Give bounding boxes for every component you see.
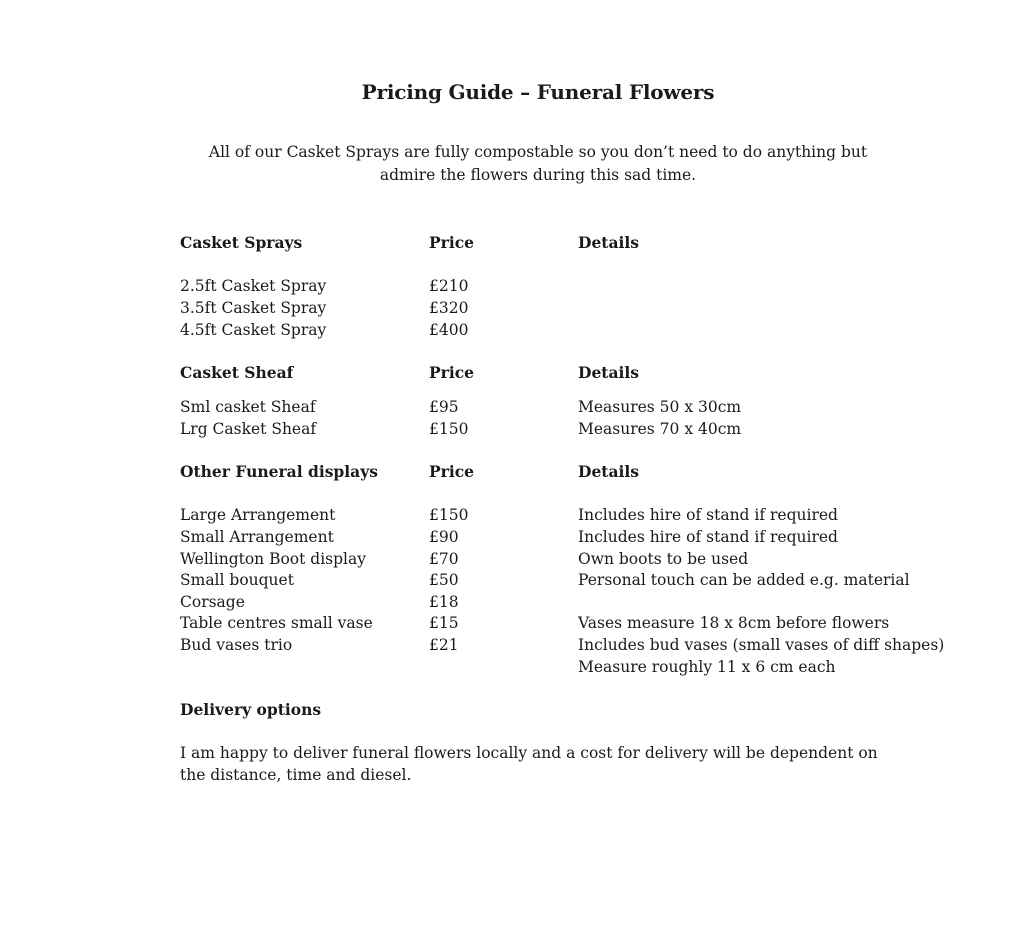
item-name: 2.5ft Casket Spray bbox=[180, 277, 327, 295]
item-name: Lrg Casket Sheaf bbox=[180, 420, 317, 438]
section-heading: Casket Sprays bbox=[180, 233, 303, 252]
details-heading: Details bbox=[578, 233, 640, 252]
section-header-other-displays bbox=[0, 461, 1024, 483]
item-price: £95 bbox=[429, 398, 459, 416]
intro-paragraph: All of our Casket Sprays are fully compostable so you don’t need to do anything but admire the flowers during this sad time. bbox=[208, 143, 868, 184]
item-name: Table centres small vase bbox=[180, 614, 373, 632]
table-row bbox=[0, 656, 1024, 678]
table-row bbox=[0, 591, 1024, 613]
item-name: Small Arrangement bbox=[180, 528, 334, 546]
section-header-casket-sprays bbox=[0, 232, 1024, 254]
table-row bbox=[0, 319, 1024, 341]
item-details: Measures 50 x 30cm bbox=[578, 398, 742, 416]
item-name: Wellington Boot display bbox=[180, 550, 367, 568]
item-price: £210 bbox=[429, 277, 469, 295]
table-row bbox=[0, 418, 1024, 440]
details-heading: Details bbox=[578, 462, 640, 481]
table-row bbox=[0, 275, 1024, 297]
table-row bbox=[0, 634, 1024, 656]
item-price: £150 bbox=[429, 506, 469, 524]
table-row bbox=[0, 396, 1024, 418]
item-name: Corsage bbox=[180, 593, 245, 611]
item-name: 4.5ft Casket Spray bbox=[180, 321, 327, 339]
item-price: £400 bbox=[429, 321, 469, 339]
section-heading: Other Funeral displays bbox=[180, 462, 378, 481]
item-name: Bud vases trio bbox=[180, 636, 293, 654]
item-price: £18 bbox=[429, 593, 459, 611]
page-title: Pricing Guide – Funeral Flowers bbox=[361, 80, 715, 104]
delivery-heading: Delivery options bbox=[180, 700, 322, 719]
details-heading: Details bbox=[578, 363, 640, 382]
delivery-text: I am happy to deliver funeral flowers locally and a cost for delivery will be dependent on the distance, time and diesel. bbox=[180, 744, 878, 784]
table-row bbox=[0, 526, 1024, 548]
table-row bbox=[0, 569, 1024, 591]
section-heading: Casket Sheaf bbox=[180, 363, 294, 382]
item-details: Measures 70 x 40cm bbox=[578, 420, 742, 438]
item-name: Large Arrangement bbox=[180, 506, 336, 524]
item-details: Includes hire of stand if required bbox=[578, 528, 838, 546]
table-row bbox=[0, 548, 1024, 570]
table-row bbox=[0, 612, 1024, 634]
item-details: Personal touch can be added e.g. material bbox=[578, 571, 910, 589]
item-price: £15 bbox=[429, 614, 459, 632]
item-details: Includes hire of stand if required bbox=[578, 506, 838, 524]
item-details: Includes bud vases (small vases of diff shapes) bbox=[578, 636, 945, 654]
price-heading: Price bbox=[429, 462, 475, 481]
item-price: £50 bbox=[429, 571, 459, 589]
item-name: Small bouquet bbox=[180, 571, 294, 589]
item-details: Measure roughly 11 x 6 cm each bbox=[578, 658, 836, 676]
table-row bbox=[0, 504, 1024, 526]
price-heading: Price bbox=[429, 233, 475, 252]
item-price: £70 bbox=[429, 550, 459, 568]
item-details: Own boots to be used bbox=[578, 550, 749, 568]
section-header-casket-sheaf bbox=[0, 362, 1024, 384]
item-price: £90 bbox=[429, 528, 459, 546]
item-details: Vases measure 18 x 8cm before flowers bbox=[578, 614, 890, 632]
item-price: £150 bbox=[429, 420, 469, 438]
item-price: £320 bbox=[429, 299, 469, 317]
table-row bbox=[0, 297, 1024, 319]
item-name: 3.5ft Casket Spray bbox=[180, 299, 327, 317]
item-name: Sml casket Sheaf bbox=[180, 398, 316, 416]
price-heading: Price bbox=[429, 363, 475, 382]
item-price: £21 bbox=[429, 636, 459, 654]
